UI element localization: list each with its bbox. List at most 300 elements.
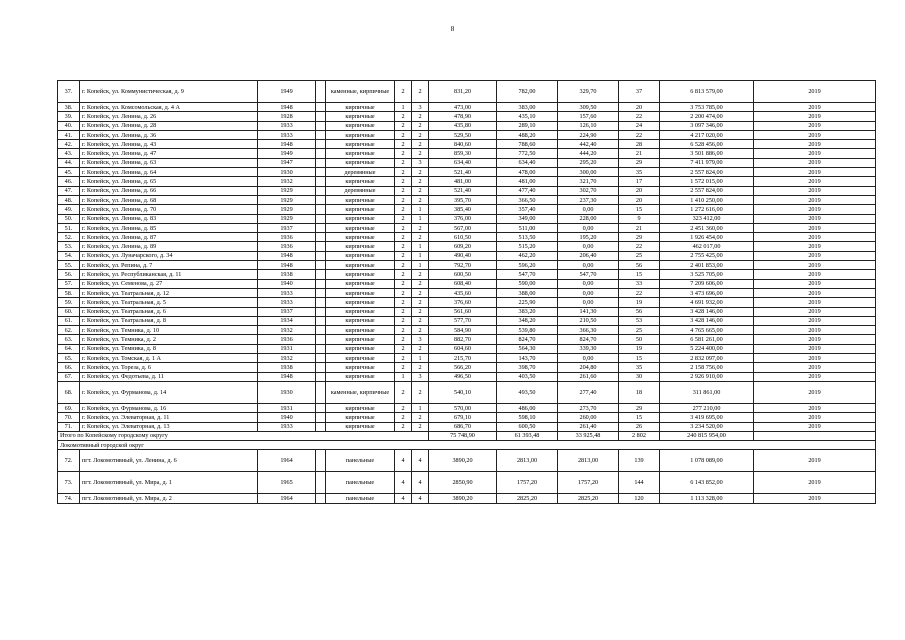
private-area-cell: 141,30 [558, 307, 619, 316]
total-area-cell: 609,20 [429, 242, 497, 251]
wall-material-cell: кирпичные [326, 251, 395, 260]
cost-cell: 1 078 089,00 [660, 450, 754, 472]
empty-cell [316, 103, 326, 112]
private-area-cell: 339,30 [558, 344, 619, 353]
wall-material-cell: кирпичные [326, 103, 395, 112]
residents-sum: 2 802 [619, 431, 660, 440]
entrances-cell: 2 [412, 186, 429, 195]
total-area-cell: 215,70 [429, 354, 497, 363]
year-built-cell: 1938 [258, 270, 316, 279]
floors-cell: 2 [395, 403, 412, 412]
total-label: Итого по Копейскому городскому округу [58, 431, 429, 440]
private-area-cell: 206,40 [558, 251, 619, 260]
entrances-cell: 2 [412, 363, 429, 372]
residents-cell: 20 [619, 195, 660, 204]
floors-cell: 1 [395, 103, 412, 112]
year-built-cell: 1948 [258, 261, 316, 270]
table-row [58, 494, 876, 503]
private-area-cell: 0,00 [558, 261, 619, 270]
year-built-cell: 1948 [258, 103, 316, 112]
living-area-cell: 435,10 [497, 112, 558, 121]
floors-cell: 2 [395, 307, 412, 316]
plan-year-cell: 2019 [754, 140, 876, 149]
total-row [58, 431, 876, 440]
living-area-cell: 2825,20 [497, 494, 558, 503]
private-area-cell: 195,20 [558, 233, 619, 242]
table-row [58, 242, 876, 251]
address-cell: г. Копейск, ул. Ленина, д. 68 [80, 195, 258, 204]
table-body [58, 81, 876, 504]
table-row [58, 335, 876, 344]
cost-cell: 2 200 474,00 [660, 112, 754, 121]
living-area-cell: 772,50 [497, 149, 558, 158]
empty-cell [316, 354, 326, 363]
entrances-cell: 2 [412, 140, 429, 149]
wall-material-cell: кирпичные [326, 214, 395, 223]
cost-cell: 3 525 705,00 [660, 270, 754, 279]
year-built-cell: 1932 [258, 354, 316, 363]
private-area-cell: 0,00 [558, 223, 619, 232]
plan-year-cell: 2019 [754, 335, 876, 344]
table-row [58, 381, 876, 403]
total-area-cell: 478,90 [429, 112, 497, 121]
plan-year-cell: 2019 [754, 149, 876, 158]
residents-cell: 24 [619, 121, 660, 130]
total-area-cell: 385,40 [429, 205, 497, 214]
year-built-cell: 1948 [258, 372, 316, 381]
total-area-cell: 570,00 [429, 403, 497, 412]
entrances-cell: 2 [412, 307, 429, 316]
floors-cell: 2 [395, 121, 412, 130]
address-cell: г. Копейск, ул. Ленина, д. 26 [80, 112, 258, 121]
total-area-cell: 521,40 [429, 186, 497, 195]
plan-year-cell: 2019 [754, 205, 876, 214]
table-row [58, 205, 876, 214]
empty-cell [316, 450, 326, 472]
cost-cell: 6 528 456,00 [660, 140, 754, 149]
cost-cell: 3 753 785,00 [660, 103, 754, 112]
row-number: 50. [58, 214, 80, 223]
cost-cell: 1 572 015,00 [660, 177, 754, 186]
address-cell: г. Копейск, ул. Торезa, д. 6 [80, 363, 258, 372]
entrances-cell: 1 [412, 261, 429, 270]
private-area-cell: 2825,20 [558, 494, 619, 503]
private-area-cell: 366,30 [558, 326, 619, 335]
cost-cell: 311 861,00 [660, 381, 754, 403]
living-area-cell: 788,60 [497, 140, 558, 149]
living-area-cell: 383,00 [497, 103, 558, 112]
residents-cell: 22 [619, 288, 660, 297]
table-row [58, 112, 876, 121]
empty-cell [316, 413, 326, 422]
residents-cell: 21 [619, 149, 660, 158]
row-number: 71. [58, 422, 80, 431]
cost-cell: 7 411 979,00 [660, 158, 754, 167]
residents-cell: 25 [619, 326, 660, 335]
living-area-cell: 383,20 [497, 307, 558, 316]
wall-material-cell: панельные [326, 494, 395, 503]
plan-year-cell: 2019 [754, 307, 876, 316]
table-row [58, 450, 876, 472]
empty-cell [316, 298, 326, 307]
plan-year-cell: 2019 [754, 298, 876, 307]
residents-cell: 15 [619, 413, 660, 422]
cost-cell: 2 557 824,00 [660, 186, 754, 195]
address-cell: г. Копейск, ул. Элеваторная, д. 13 [80, 422, 258, 431]
address-cell: г. Копейск, ул. Ленина, д. 66 [80, 186, 258, 195]
empty-cell [316, 121, 326, 130]
empty-cell [316, 335, 326, 344]
empty-cell [316, 381, 326, 403]
plan-year-cell: 2019 [754, 261, 876, 270]
year-built-cell: 1949 [258, 81, 316, 103]
private-area-cell: 300,00 [558, 168, 619, 177]
residents-cell: 35 [619, 168, 660, 177]
year-built-cell: 1929 [258, 195, 316, 204]
wall-material-cell: кирпичные [326, 288, 395, 297]
address-cell: г. Копейск, ул. Луначарского, д. 34 [80, 251, 258, 260]
row-number: 40. [58, 121, 80, 130]
year-built-cell: 1948 [258, 251, 316, 260]
entrances-cell: 1 [412, 205, 429, 214]
row-number: 74. [58, 494, 80, 503]
private-area-cell: 1757,20 [558, 472, 619, 494]
wall-material-cell: кирпичные [326, 403, 395, 412]
empty-cell [316, 81, 326, 103]
empty-cell [316, 233, 326, 242]
address-cell: г. Копейск, ул. Ленина, д. 65 [80, 177, 258, 186]
living-area-cell: 1757,20 [497, 472, 558, 494]
floors-cell: 2 [395, 335, 412, 344]
floors-cell: 2 [395, 140, 412, 149]
entrances-cell: 2 [412, 298, 429, 307]
entrances-cell: 2 [412, 326, 429, 335]
residents-cell: 144 [619, 472, 660, 494]
living-area-cell: 493,50 [497, 381, 558, 403]
entrances-cell: 2 [412, 422, 429, 431]
living-area-cell: 478,00 [497, 168, 558, 177]
row-number: 39. [58, 112, 80, 121]
cost-cell: 3 428 146,00 [660, 307, 754, 316]
total-area-cell: 395,70 [429, 195, 497, 204]
private-area-cell: 547,70 [558, 270, 619, 279]
total-area-cell: 521,40 [429, 168, 497, 177]
row-number: 55. [58, 261, 80, 270]
plan-year-cell: 2019 [754, 494, 876, 503]
empty-cell [316, 214, 326, 223]
table-row [58, 149, 876, 158]
empty-cell [316, 288, 326, 297]
entrances-cell: 2 [412, 413, 429, 422]
plan-year-cell: 2019 [754, 112, 876, 121]
wall-material-cell: каменные, кирпичные [326, 81, 395, 103]
wall-material-cell: кирпичные [326, 316, 395, 325]
row-number: 65. [58, 354, 80, 363]
year-built-cell: 1936 [258, 335, 316, 344]
row-number: 60. [58, 307, 80, 316]
row-number: 45. [58, 168, 80, 177]
living-area-cell: 488,20 [497, 130, 558, 139]
year-built-cell: 1949 [258, 149, 316, 158]
table-row [58, 121, 876, 130]
wall-material-cell: кирпичные [326, 422, 395, 431]
address-cell: г. Копейск, ул. Ленина, д. 87 [80, 233, 258, 242]
wall-material-cell: кирпичные [326, 298, 395, 307]
total-area-cell: 584,90 [429, 326, 497, 335]
private-area-cell: 210,50 [558, 316, 619, 325]
row-number: 62. [58, 326, 80, 335]
cost-cell: 4 217 020,00 [660, 130, 754, 139]
plan-year-cell: 2019 [754, 316, 876, 325]
living-area-cell: 513,50 [497, 233, 558, 242]
entrances-cell: 2 [412, 279, 429, 288]
floors-cell: 2 [395, 251, 412, 260]
year-built-cell: 1937 [258, 307, 316, 316]
floors-cell: 2 [395, 233, 412, 242]
row-number: 44. [58, 158, 80, 167]
living-area-cell: 225,90 [497, 298, 558, 307]
floors-cell: 2 [395, 344, 412, 353]
private-area-cell: 224,90 [558, 130, 619, 139]
plan-year-cell: 2019 [754, 270, 876, 279]
address-cell: г. Копейск, ул. Федотьева, д. 11 [80, 372, 258, 381]
entrances-cell: 2 [412, 130, 429, 139]
living-area-cell: 143,70 [497, 354, 558, 363]
cost-cell: 2 755 425,00 [660, 251, 754, 260]
residents-cell: 15 [619, 205, 660, 214]
residents-cell: 56 [619, 261, 660, 270]
private-area-cell: 309,50 [558, 103, 619, 112]
empty-cell [316, 158, 326, 167]
plan-year-cell: 2019 [754, 168, 876, 177]
address-cell: г. Копейск, ул. Ленина, д. 36 [80, 130, 258, 139]
cost-cell: 2 926 910,00 [660, 372, 754, 381]
residents-cell: 22 [619, 130, 660, 139]
empty-cell [316, 326, 326, 335]
entrances-cell: 4 [412, 450, 429, 472]
cost-cell: 6 143 852,00 [660, 472, 754, 494]
floors-cell: 2 [395, 261, 412, 270]
total-area-cell: 435,80 [429, 121, 497, 130]
address-cell: г. Копейск, ул. Комсомольская, д. 4 А [80, 103, 258, 112]
empty-cell [316, 472, 326, 494]
row-number: 70. [58, 413, 80, 422]
address-cell: г. Копейск, ул. Темника, д. 8 [80, 344, 258, 353]
living-area-cell: 515,20 [497, 242, 558, 251]
private-area-cell: 260,00 [558, 413, 619, 422]
address-cell: г. Копейск, ул. Театральная, д. 8 [80, 316, 258, 325]
private-area-cell: 277,40 [558, 381, 619, 403]
plan-year-cell: 2019 [754, 158, 876, 167]
total-area-cell: 473,00 [429, 103, 497, 112]
housing-register-table [57, 80, 876, 504]
private-area-cell: 204,80 [558, 363, 619, 372]
empty-cell [316, 261, 326, 270]
row-number: 43. [58, 149, 80, 158]
address-cell: г. Копейск, ул. Ленина, д. 43 [80, 140, 258, 149]
wall-material-cell: кирпичные [326, 242, 395, 251]
private-area-cell: 0,00 [558, 242, 619, 251]
empty-cell [316, 403, 326, 412]
floors-cell: 2 [395, 81, 412, 103]
entrances-cell: 2 [412, 177, 429, 186]
wall-material-cell: кирпичные [326, 158, 395, 167]
empty-cell [316, 130, 326, 139]
table-row [58, 177, 876, 186]
total-area-cell: 376,60 [429, 298, 497, 307]
wall-material-cell: кирпичные [326, 307, 395, 316]
plan-year-cell: 2019 [754, 251, 876, 260]
plan-year-cell: 2019 [754, 103, 876, 112]
living-area-cell: 349,00 [497, 214, 558, 223]
total-area-cell: 376,00 [429, 214, 497, 223]
year-built-cell: 1929 [258, 186, 316, 195]
living-area-cell: 590,00 [497, 279, 558, 288]
year-built-cell: 1965 [258, 472, 316, 494]
floors-cell: 2 [395, 279, 412, 288]
living-area-cell: 486,00 [497, 403, 558, 412]
empty-cell [316, 494, 326, 503]
residents-cell: 22 [619, 112, 660, 121]
row-number: 66. [58, 363, 80, 372]
cost-cell: 3 473 696,00 [660, 288, 754, 297]
row-number: 51. [58, 223, 80, 232]
table-row [58, 130, 876, 139]
total-area-cell: 577,70 [429, 316, 497, 325]
plan-year-cell: 2019 [754, 233, 876, 242]
empty-cell [316, 149, 326, 158]
private-area-cell: 321,70 [558, 177, 619, 186]
plan-year-cell: 2019 [754, 279, 876, 288]
wall-material-cell: кирпичные [326, 261, 395, 270]
empty-cell [316, 344, 326, 353]
empty-cell [316, 242, 326, 251]
total-area-cell: 567,00 [429, 223, 497, 232]
floors-cell: 2 [395, 354, 412, 363]
cost-cell: 5 224 400,00 [660, 344, 754, 353]
cost-cell: 1 410 250,00 [660, 195, 754, 204]
private-area-cell: 157,60 [558, 112, 619, 121]
cost-cell: 3 428 146,00 [660, 316, 754, 325]
plan-year-cell: 2019 [754, 381, 876, 403]
entrances-cell: 1 [412, 242, 429, 251]
total-area-cell: 3890,20 [429, 494, 497, 503]
floors-cell: 2 [395, 288, 412, 297]
living-area-cell: 388,00 [497, 288, 558, 297]
residents-cell: 9 [619, 214, 660, 223]
plan-year-cell: 2019 [754, 121, 876, 130]
floors-cell: 2 [395, 130, 412, 139]
wall-material-cell: панельные [326, 472, 395, 494]
wall-material-cell: кирпичные [326, 335, 395, 344]
residents-cell: 37 [619, 81, 660, 103]
residents-cell: 25 [619, 251, 660, 260]
plan-year-cell: 2019 [754, 472, 876, 494]
floors-cell: 2 [395, 205, 412, 214]
total-area-sum: 75 748,90 [429, 431, 497, 440]
table-row [58, 326, 876, 335]
floors-cell: 1 [395, 372, 412, 381]
address-cell: г. Копейск, ул. Фурманова, д. 16 [80, 403, 258, 412]
floors-cell: 2 [395, 363, 412, 372]
floors-cell: 2 [395, 422, 412, 431]
address-cell: г. Копейск, ул. Ленина, д. 83 [80, 214, 258, 223]
cost-sum: 240 815 954,00 [660, 431, 754, 440]
entrances-cell: 4 [412, 494, 429, 503]
total-area-cell: 792,70 [429, 261, 497, 270]
entrances-cell: 1 [412, 214, 429, 223]
table-row [58, 307, 876, 316]
entrances-cell: 3 [412, 335, 429, 344]
plan-year-cell: 2019 [754, 177, 876, 186]
table-row [58, 81, 876, 103]
address-cell: г. Копейск, ул. Темника, д. 2 [80, 335, 258, 344]
wall-material-cell: кирпичные [326, 413, 395, 422]
residents-cell: 120 [619, 494, 660, 503]
table-row [58, 158, 876, 167]
wall-material-cell: каменные, кирпичные [326, 381, 395, 403]
plan-year-cell: 2019 [754, 413, 876, 422]
total-area-cell: 882,70 [429, 335, 497, 344]
empty-cell [316, 205, 326, 214]
row-number: 68. [58, 381, 80, 403]
address-cell: пгт. Локомотивный, ул. Мира, д. 2 [80, 494, 258, 503]
row-number: 67. [58, 372, 80, 381]
empty-cell [316, 307, 326, 316]
plan-year-cell: 2019 [754, 450, 876, 472]
address-cell: г. Копейск, ул. Элеваторная, д. 11 [80, 413, 258, 422]
residents-cell: 17 [619, 177, 660, 186]
total-area-cell: 490,40 [429, 251, 497, 260]
floors-cell: 2 [395, 149, 412, 158]
empty-cell [316, 316, 326, 325]
private-area-cell: 126,10 [558, 121, 619, 130]
year-built-cell: 1932 [258, 326, 316, 335]
living-area-cell: 511,00 [497, 223, 558, 232]
address-cell: пгт. Локомотивный, ул. Ленина, д. 6 [80, 450, 258, 472]
cost-cell: 6 813 579,00 [660, 81, 754, 103]
wall-material-cell: кирпичные [326, 363, 395, 372]
cost-cell: 3 419 695,00 [660, 413, 754, 422]
residents-cell: 15 [619, 354, 660, 363]
row-number: 38. [58, 103, 80, 112]
cost-cell: 1 272 616,00 [660, 205, 754, 214]
address-cell: пгт. Локомотивный, ул. Мира, д. 1 [80, 472, 258, 494]
residents-cell: 21 [619, 223, 660, 232]
entrances-cell: 2 [412, 270, 429, 279]
total-area-cell: 840,60 [429, 140, 497, 149]
row-number: 61. [58, 316, 80, 325]
plan-year-cell: 2019 [754, 214, 876, 223]
entrances-cell: 1 [412, 354, 429, 363]
year-built-cell: 1964 [258, 494, 316, 503]
year-built-cell: 1931 [258, 403, 316, 412]
plan-year-cell: 2019 [754, 372, 876, 381]
year-built-cell: 1933 [258, 422, 316, 431]
residents-cell: 53 [619, 316, 660, 325]
table-row [58, 103, 876, 112]
table-row [58, 186, 876, 195]
floors-cell: 2 [395, 177, 412, 186]
section-header-row [58, 441, 876, 450]
cost-cell: 462 017,00 [660, 242, 754, 251]
private-area-cell: 0,00 [558, 288, 619, 297]
living-area-cell: 481,00 [497, 177, 558, 186]
year-built-cell: 1936 [258, 233, 316, 242]
table-row [58, 270, 876, 279]
plan-year-cell: 2019 [754, 130, 876, 139]
table-row [58, 168, 876, 177]
